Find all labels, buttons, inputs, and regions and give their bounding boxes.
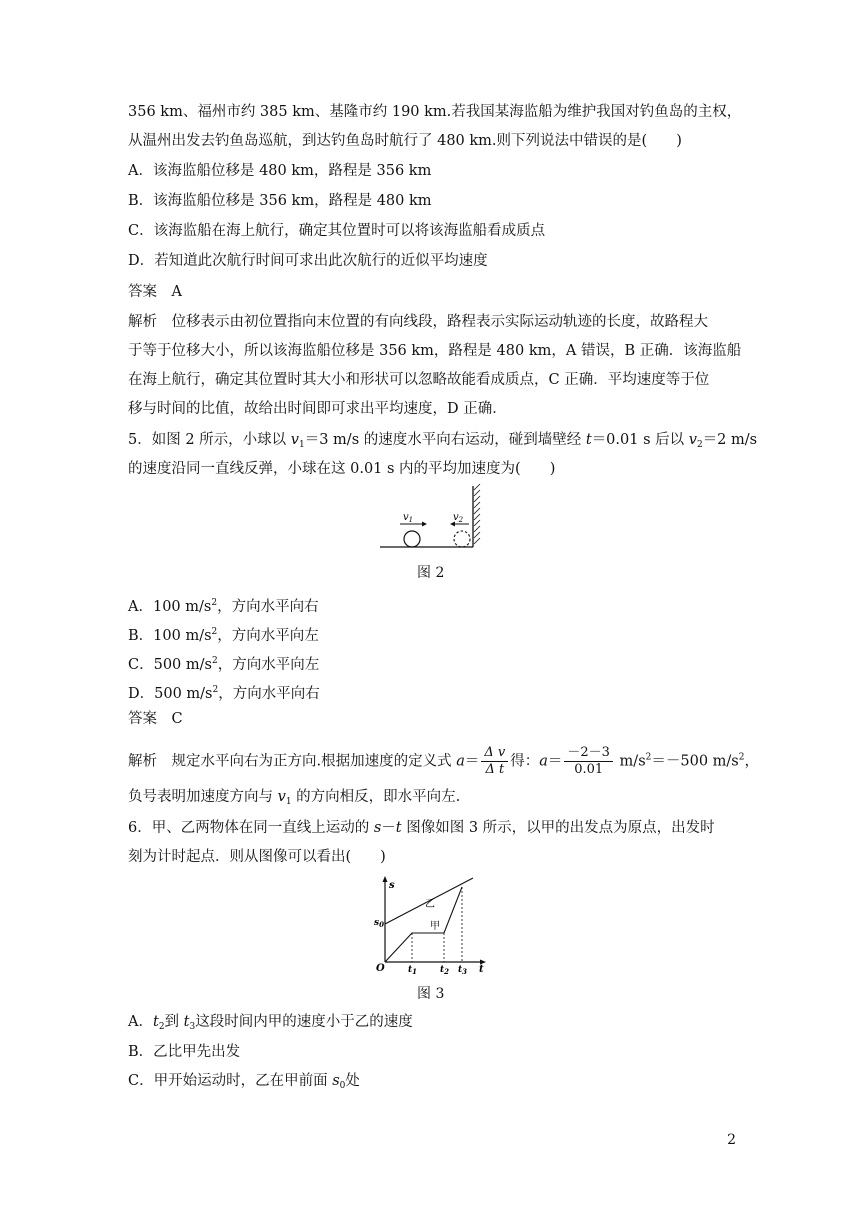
q5-option-d: D．500 $m/s^2$，方向水平向右 bbox=[128, 685, 320, 702]
q6-option-c: C．甲开始运动时，乙在甲前面 $s_0$处 bbox=[128, 1073, 360, 1091]
q4-explanation-4: 移与时间的比值，故给出时间即可求出平均速度，D 正确． bbox=[128, 401, 507, 417]
fig3-s0-label: $s_0$ bbox=[374, 918, 384, 929]
figure-3-st-graph bbox=[370, 874, 495, 974]
fig3-jia-label: 甲 bbox=[430, 921, 440, 932]
q4-answer: 答案 A bbox=[128, 284, 182, 300]
q4-stem-line-2: 从温州出发去钓鱼岛巡航，到达钓鱼岛时航行了 480 km.则下列说法中错误的是( ) bbox=[128, 133, 682, 149]
fig3-t3-label: $t_3$ bbox=[458, 965, 468, 974]
q4-option-a: A．该海监船位移是 480 km，路程是 356 km bbox=[128, 163, 432, 179]
fig3-origin-label: O bbox=[376, 963, 385, 974]
fraction-definition: $\frac{\text{Δ v}}{\text{Δ t}}$ bbox=[481, 745, 508, 778]
q6-option-a: A．$t_2$到 $t_3$这段时间内甲的速度小于乙的速度 bbox=[128, 1014, 413, 1032]
q5-answer: 答案 C bbox=[128, 711, 183, 727]
q5-stem-line-1: 5．如图 2 所示，小球以 $v_1=3$ m/s 的速度水平向右运动，碰到墙壁经 t＝0.01 s 后以 $v_2=2$ m/s bbox=[128, 432, 758, 450]
jia-line bbox=[385, 887, 462, 962]
fig3-t1-label: $t_1$ bbox=[408, 965, 418, 974]
q4-explanation-1: 解析 位移表示由初位置指向末位置的有向线段，路程表示实际运动轨迹的长度，故路程大 bbox=[128, 314, 708, 330]
q5-stem-line-2: 的速度沿同一直线反弹，小球在这 0.01 s 内的平均加速度为( ) bbox=[128, 461, 556, 477]
q6-option-b: B．乙比甲先出发 bbox=[128, 1044, 241, 1060]
q5-explanation-2: 负号表明加速度方向与 $v_1$ 的方向相反，即水平向左. bbox=[128, 789, 461, 807]
q5-option-b: B．100 $m/s^2$，方向水平向左 bbox=[128, 627, 319, 644]
figure-2-ball-wall bbox=[375, 484, 490, 554]
ball-solid bbox=[404, 531, 420, 547]
fig3-t2-label: $t_2$ bbox=[440, 965, 450, 974]
q5-option-c: C．500 $m/s^2$，方向水平向左 bbox=[128, 656, 320, 673]
figure-2-caption: 图 2 bbox=[417, 565, 445, 581]
q5-explanation-1: 解析 规定水平向右为正方向.根据加速度的定义式 a＝ $\frac{\text{Δ v}}{\text{Δ t}}$ 得：a＝ $\frac{-2-3}{0.01}$ $m/s^2=-500$ $m/s^2$， bbox=[128, 745, 759, 777]
fig2-v2-label: $v_2$ bbox=[453, 512, 464, 524]
fraction-calculation: $\frac{-2-3}{0.01}$ bbox=[564, 745, 613, 778]
q4-option-b: B．该海监船位移是 356 km，路程是 480 km bbox=[128, 193, 432, 209]
fig2-v1-label: $v_1$ bbox=[403, 512, 414, 524]
q4-option-d: D．若知道此次航行时间可求出此次航行的近似平均速度 bbox=[128, 253, 488, 269]
page-number: 2 bbox=[727, 1132, 736, 1148]
q4-option-c: C．该海监船在海上航行，确定其位置时可以将该海监船看成质点 bbox=[128, 223, 546, 239]
q4-explanation-2: 于等于位移大小，所以该海监船位移是 356 km，路程是 480 km，A 错误，B 正确．该海监船 bbox=[128, 343, 742, 359]
fig3-t-axis-label: t bbox=[479, 964, 484, 974]
q5-option-a: A．100 $m/s^2$，方向水平向右 bbox=[128, 598, 319, 615]
fig3-s-axis-label: s bbox=[389, 880, 395, 891]
q4-stem-line-1: 356 km、福州市约 385 km、基隆市约 190 km.若我国某海监船为维护我国对钓鱼岛的主权， bbox=[128, 104, 742, 120]
fig3-yi-label: 乙 bbox=[425, 899, 435, 910]
q6-stem-line-1: 6．甲、乙两物体在同一直线上运动的 s－t 图像如图 3 所示，以甲的出发点为原点，出发时 bbox=[128, 820, 715, 836]
ball-dashed bbox=[454, 531, 470, 547]
q6-stem-line-2: 刻为计时起点．则从图像可以看出( ) bbox=[128, 849, 386, 865]
q4-explanation-3: 在海上航行，确定其位置时其大小和形状可以忽略故能看成质点，C 正确．平均速度等于位 bbox=[128, 372, 710, 388]
figure-3-caption: 图 3 bbox=[417, 986, 445, 1002]
